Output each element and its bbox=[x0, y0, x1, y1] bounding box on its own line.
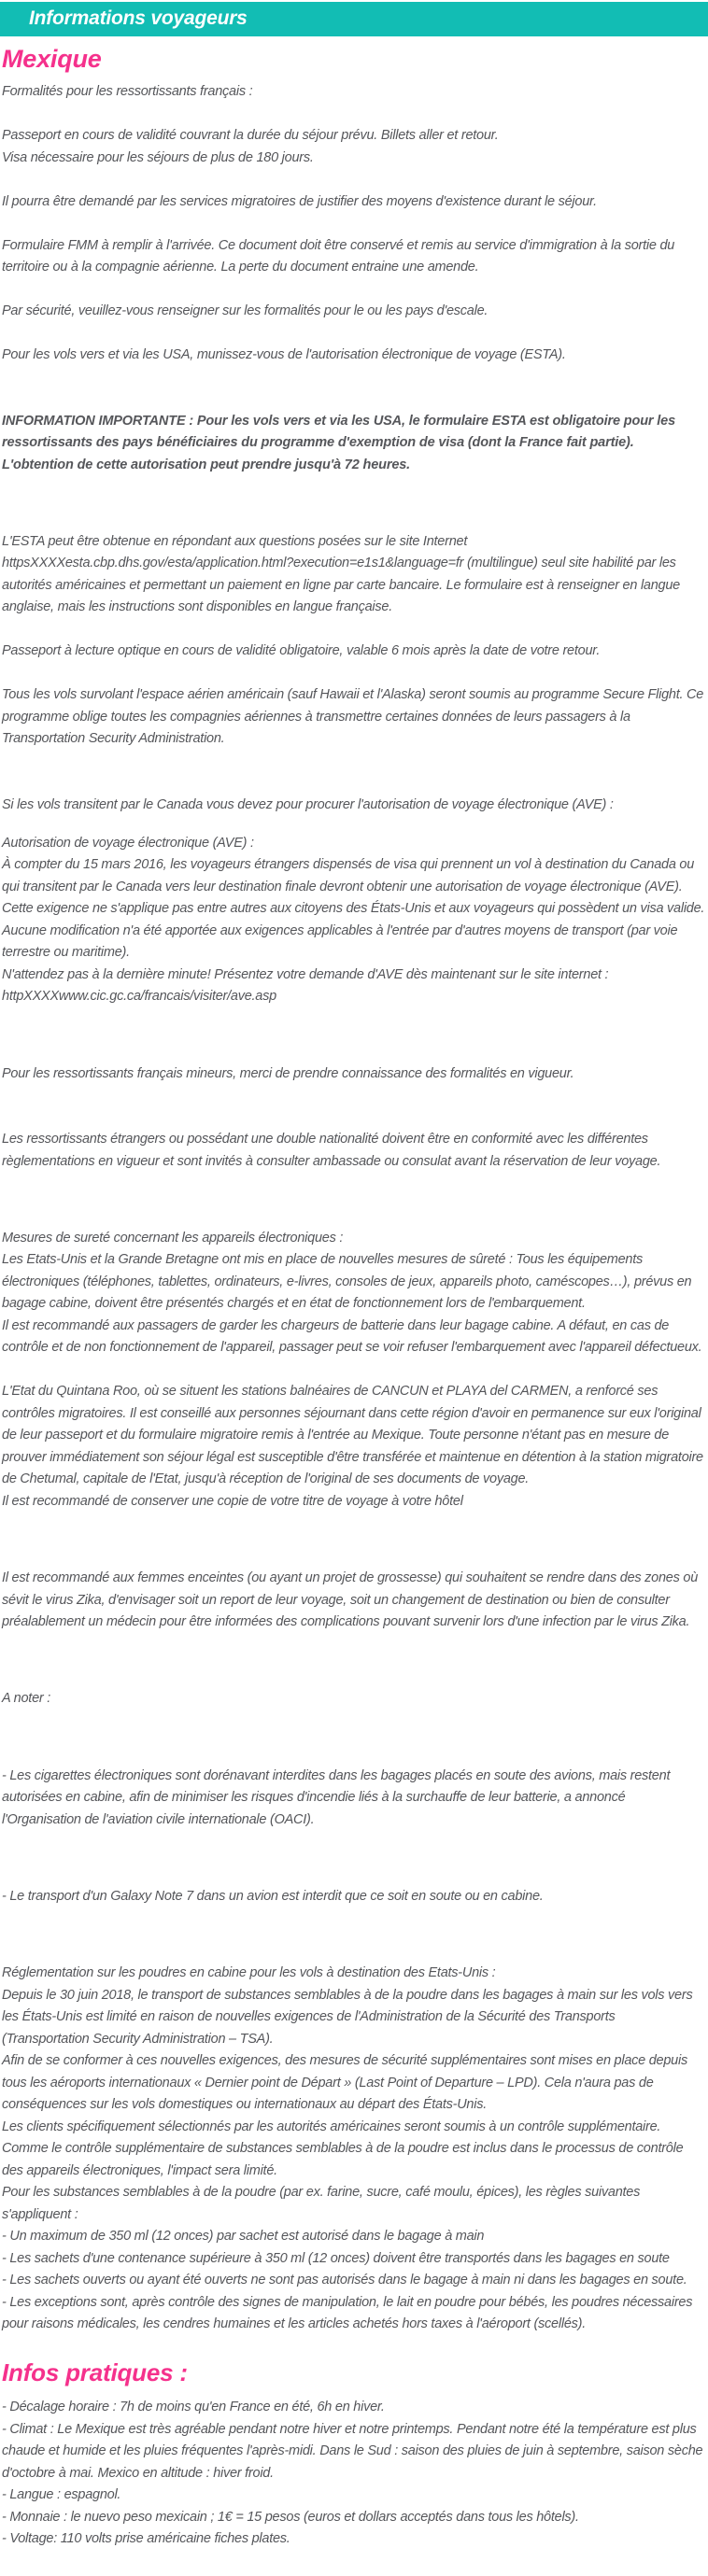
paragraph: Les ressortissants étrangers ou possédant une double nationalité doivent être en conformité avec les différentes règlementations en vigueur et sont invités à consulter ambassade ou consulat avant la réservation de leur voyage. bbox=[2, 1132, 661, 1169]
paragraph: Il est recommandé aux passagers de garder les chargeurs de batterie dans leur bagage cabine. A défaut, en cas de contrôle et de non fonctionnement de l'appareil, passager peut se voir refuser l'embarquement avec l'appareil défectueux. bbox=[2, 1317, 702, 1356]
paragraph: A noter : bbox=[2, 1691, 51, 1707]
paragraph: - Langue : espagnol. bbox=[2, 2487, 121, 2503]
paragraph: Formulaire FMM à remplir à l'arrivée. Ce document doit être conservé et remis au service d'immigration à la sortie du territoire ou à la compagnie aérienne. La perte du document entraine une amende. bbox=[2, 237, 675, 274]
paragraph: Il est recommandé de conserver une copie de votre titre de voyage à votre hôtel bbox=[2, 1493, 463, 1509]
paragraph: - Le transport d'un Galaxy Note 7 dans un avion est interdit que ce soit en soute ou en cabine. bbox=[2, 1888, 544, 1904]
paragraph: - Décalage horaire : 7h de moins qu'en France en été, 6h en hiver. bbox=[2, 2400, 385, 2415]
paragraph: À compter du 15 mars 2016, les voyageurs étrangers dispensés de visa qui prennent un vol à destination du Canada ou qui transitent par le Canada vers leur destination finale devront obtenir une autorisation de voyage électronique (AVE). Cette exigence ne s'applique pas entre autres aux citoyens des États-Unis et aux voyageurs qui possèdent un visa valide. Aucune modification n'a été apportée aux exigences applicables à l'entrée par d'autres moyens de transport (par voie terrestre ou maritime). bbox=[2, 857, 705, 961]
paragraph: Par sécurité, veuillez-vous renseigner sur les formalités pour le ou les pays d'escale. bbox=[2, 303, 489, 318]
paragraph: Passeport à lecture optique en cours de validité obligatoire, valable 6 mois après la date de votre retour. bbox=[2, 643, 601, 659]
paragraph: httpXXXXwww.cic.gc.ca/francais/visiter/ave.asp bbox=[2, 989, 276, 1005]
paragraph: Les Etats-Unis et la Grande Bretagne ont mis en place de nouvelles mesures de sûreté : Tous les équipements électroniques (téléphones, tablettes, ordinateurs, e-livres, consoles de jeux, appareils photo, caméscopes…), prévus en bagage cabine, doivent être présentés chargés et en état de fonctionnement lors de l'embarquement. bbox=[2, 1252, 692, 1312]
paragraph: - Les sachets d'une contenance supérieure à 350 ml (12 onces) doivent être transportés dans les bagages en soute bbox=[2, 2250, 670, 2266]
page-title: Informations voyageurs bbox=[29, 7, 248, 29]
paragraph: Tous les vols survolant l'espace aérien américain (sauf Hawaii et l'Alaska) seront soumis au programme Secure Flight. Ce programme oblige toutes les compagnies aériennes à transmettre certaines données de leurs passagers à la Transportation Security Administration. bbox=[2, 687, 704, 747]
paragraph: Depuis le 30 juin 2018, le transport de substances semblables à de la poudre dans les bagages à main sur les vols vers les États-Unis est limité en raison de nouvelles exigences de l'Administration de la Sécurité des Transports (Transportation Security Administration – TSA). bbox=[2, 1987, 693, 2047]
paragraph: - Voltage: 110 volts prise américaine fiches plates. bbox=[2, 2531, 290, 2547]
paragraph-list bbox=[2, 81, 705, 2551]
paragraph: - Les cigarettes électroniques sont dorénavant interdites dans les bagages placés en soute des avions, mais restent autorisées en cabine, afin de minimiser les risques d'incendie liés à la surchauffe de leur batterie, a annoncé l'Organisation de l'aviation civile internationale (OACI). bbox=[2, 1767, 671, 1827]
paragraph: Afin de se conformer à ces nouvelles exigences, des mesures de sécurité supplémentaires sont mises en place depuis tous les aéroports internationaux « Dernier point de Départ » (Last Point of Departure – LPD). Cela n'aura pas de conséquences sur les vols domestiques ou internationaux au départ des États-Unis. bbox=[2, 2053, 687, 2113]
paragraph: Réglementation sur les poudres en cabine pour les vols à destination des Etats-Unis : bbox=[2, 1965, 496, 1981]
paragraph: Pour les substances semblables à de la poudre (par ex. farine, sucre, café moulu, épices), les règles suivantes s'appliquent : bbox=[2, 2185, 641, 2222]
header-bar bbox=[0, 2, 708, 36]
paragraph: Mesures de sureté concernant les appareils électroniques : bbox=[2, 1230, 344, 1246]
paragraph: Comme le contrôle supplémentaire de substances semblables à de la poudre est inclus dans le processus de contrôle des appareils électroniques, l'impact sera limité. bbox=[2, 2141, 684, 2178]
paragraph: - Monnaie : le nuevo peso mexicain ; 1€ = 15 pesos (euros et dollars acceptés dans tous les hôtels). bbox=[2, 2509, 579, 2525]
paragraph: Les clients spécifiquement sélectionnés par les autorités américaines seront soumis à un contrôle supplémentaire. bbox=[2, 2119, 661, 2134]
paragraph: Pour les vols vers et via les USA, munissez-vous de l'autorisation électronique de voyage (ESTA). bbox=[2, 347, 566, 362]
paragraph: N'attendez pas à la dernière minute! Présentez votre demande d'AVE dès maintenant sur le site internet : bbox=[2, 966, 609, 982]
paragraph: - Les sachets ouverts ou ayant été ouverts ne sont pas autorisés dans le bagage à main ni dans les bagages en soute. bbox=[2, 2273, 687, 2288]
travel-info-page bbox=[0, 2, 708, 2571]
paragraph: Formalités pour les ressortissants français : bbox=[2, 84, 253, 99]
section-heading: Infos pratiques : bbox=[2, 2358, 188, 2387]
content-area bbox=[0, 43, 708, 2571]
country-heading: Mexique bbox=[2, 45, 102, 73]
paragraph: Autorisation de voyage électronique (AVE) : bbox=[2, 835, 254, 851]
paragraph: - Climat : Le Mexique est très agréable pendant notre hiver et notre printemps. Pendant notre été la température est plus chaude et humide et les pluies fréquentes l'après-midi. Dans le Sud : saison des pluies de juin à septembre, saison sèche d'octobre à mai. Mexico en altitude : hiver froid. bbox=[2, 2421, 703, 2481]
paragraph: Il pourra être demandé par les services migratoires de justifier des moyens d'existence durant le séjour. bbox=[2, 193, 597, 209]
paragraph: Pour les ressortissants français mineurs, merci de prendre connaissance des formalités en vigueur. bbox=[2, 1065, 574, 1081]
important-note: INFORMATION IMPORTANTE : Pour les vols vers et via les USA, le formulaire ESTA est obligatoire pour les ressortissants des pays bénéficiaires du programme d'exemption de visa (dont la France fait partie). L'obtention de cette autorisation peut prendre jusqu'à 72 heures. bbox=[2, 413, 675, 472]
paragraph: - Les exceptions sont, après contrôle des signes de manipulation, le lait en poudre pour bébés, les poudres nécessaires pour raisons médicales, les cendres humaines et les articles achetés hors taxes à l'aéroport (scellés). bbox=[2, 2294, 693, 2332]
paragraph: L'Etat du Quintana Roo, où se situent les stations balnéaires de CANCUN et PLAYA del CARMEN, a renforcé ses contrôles migratoires. Il est conseillé aux personnes séjournant dans cette région d'avoir en permanence sur eux l'original de leur passeport et du formulaire migratoire remis à l'entrée au Mexique. Toute personne n'étant pas en mesure de prouver immédiatement son séjour légal est susceptible d'être transférée et maintenue en détention à la station migratoire de Chetumal, capitale de l'Etat, jusqu'à réception de l'original de ses documents de voyage. bbox=[2, 1384, 703, 1487]
paragraph: - Un maximum de 350 ml (12 onces) par sachet est autorisé dans le bagage à main bbox=[2, 2229, 485, 2245]
paragraph: Il est recommandé aux femmes enceintes (ou ayant un projet de grossesse) qui souhaitent se rendre dans des zones où sévit le virus Zika, d'envisager soit un report de leur voyage, soit un changement de destination ou bien de consulter préalablement un médecin pour être informées des complications pouvant survenir lors d'une infection par le virus Zika. bbox=[2, 1570, 699, 1630]
paragraph: Passeport en cours de validité couvrant la durée du séjour prévu. Billets aller et retour. bbox=[2, 128, 499, 143]
paragraph: L'ESTA peut être obtenue en répondant aux questions posées sur le site Internet httpsXXXXesta.cbp.dhs.gov/esta/application.html?execution=e1s1&language=fr (multilingue) seul site habilité par les autorités américaines et permettant un paiement en ligne par carte bancaire. Le formulaire est à renseigner en langue anglaise, mais les instructions sont disponibles en langue française. bbox=[2, 533, 680, 615]
paragraph: Si les vols transitent par le Canada vous devez pour procurer l'autorisation de voyage électronique (AVE) : bbox=[2, 796, 614, 812]
paragraph: Visa nécessaire pour les séjours de plus de 180 jours. bbox=[2, 149, 314, 165]
